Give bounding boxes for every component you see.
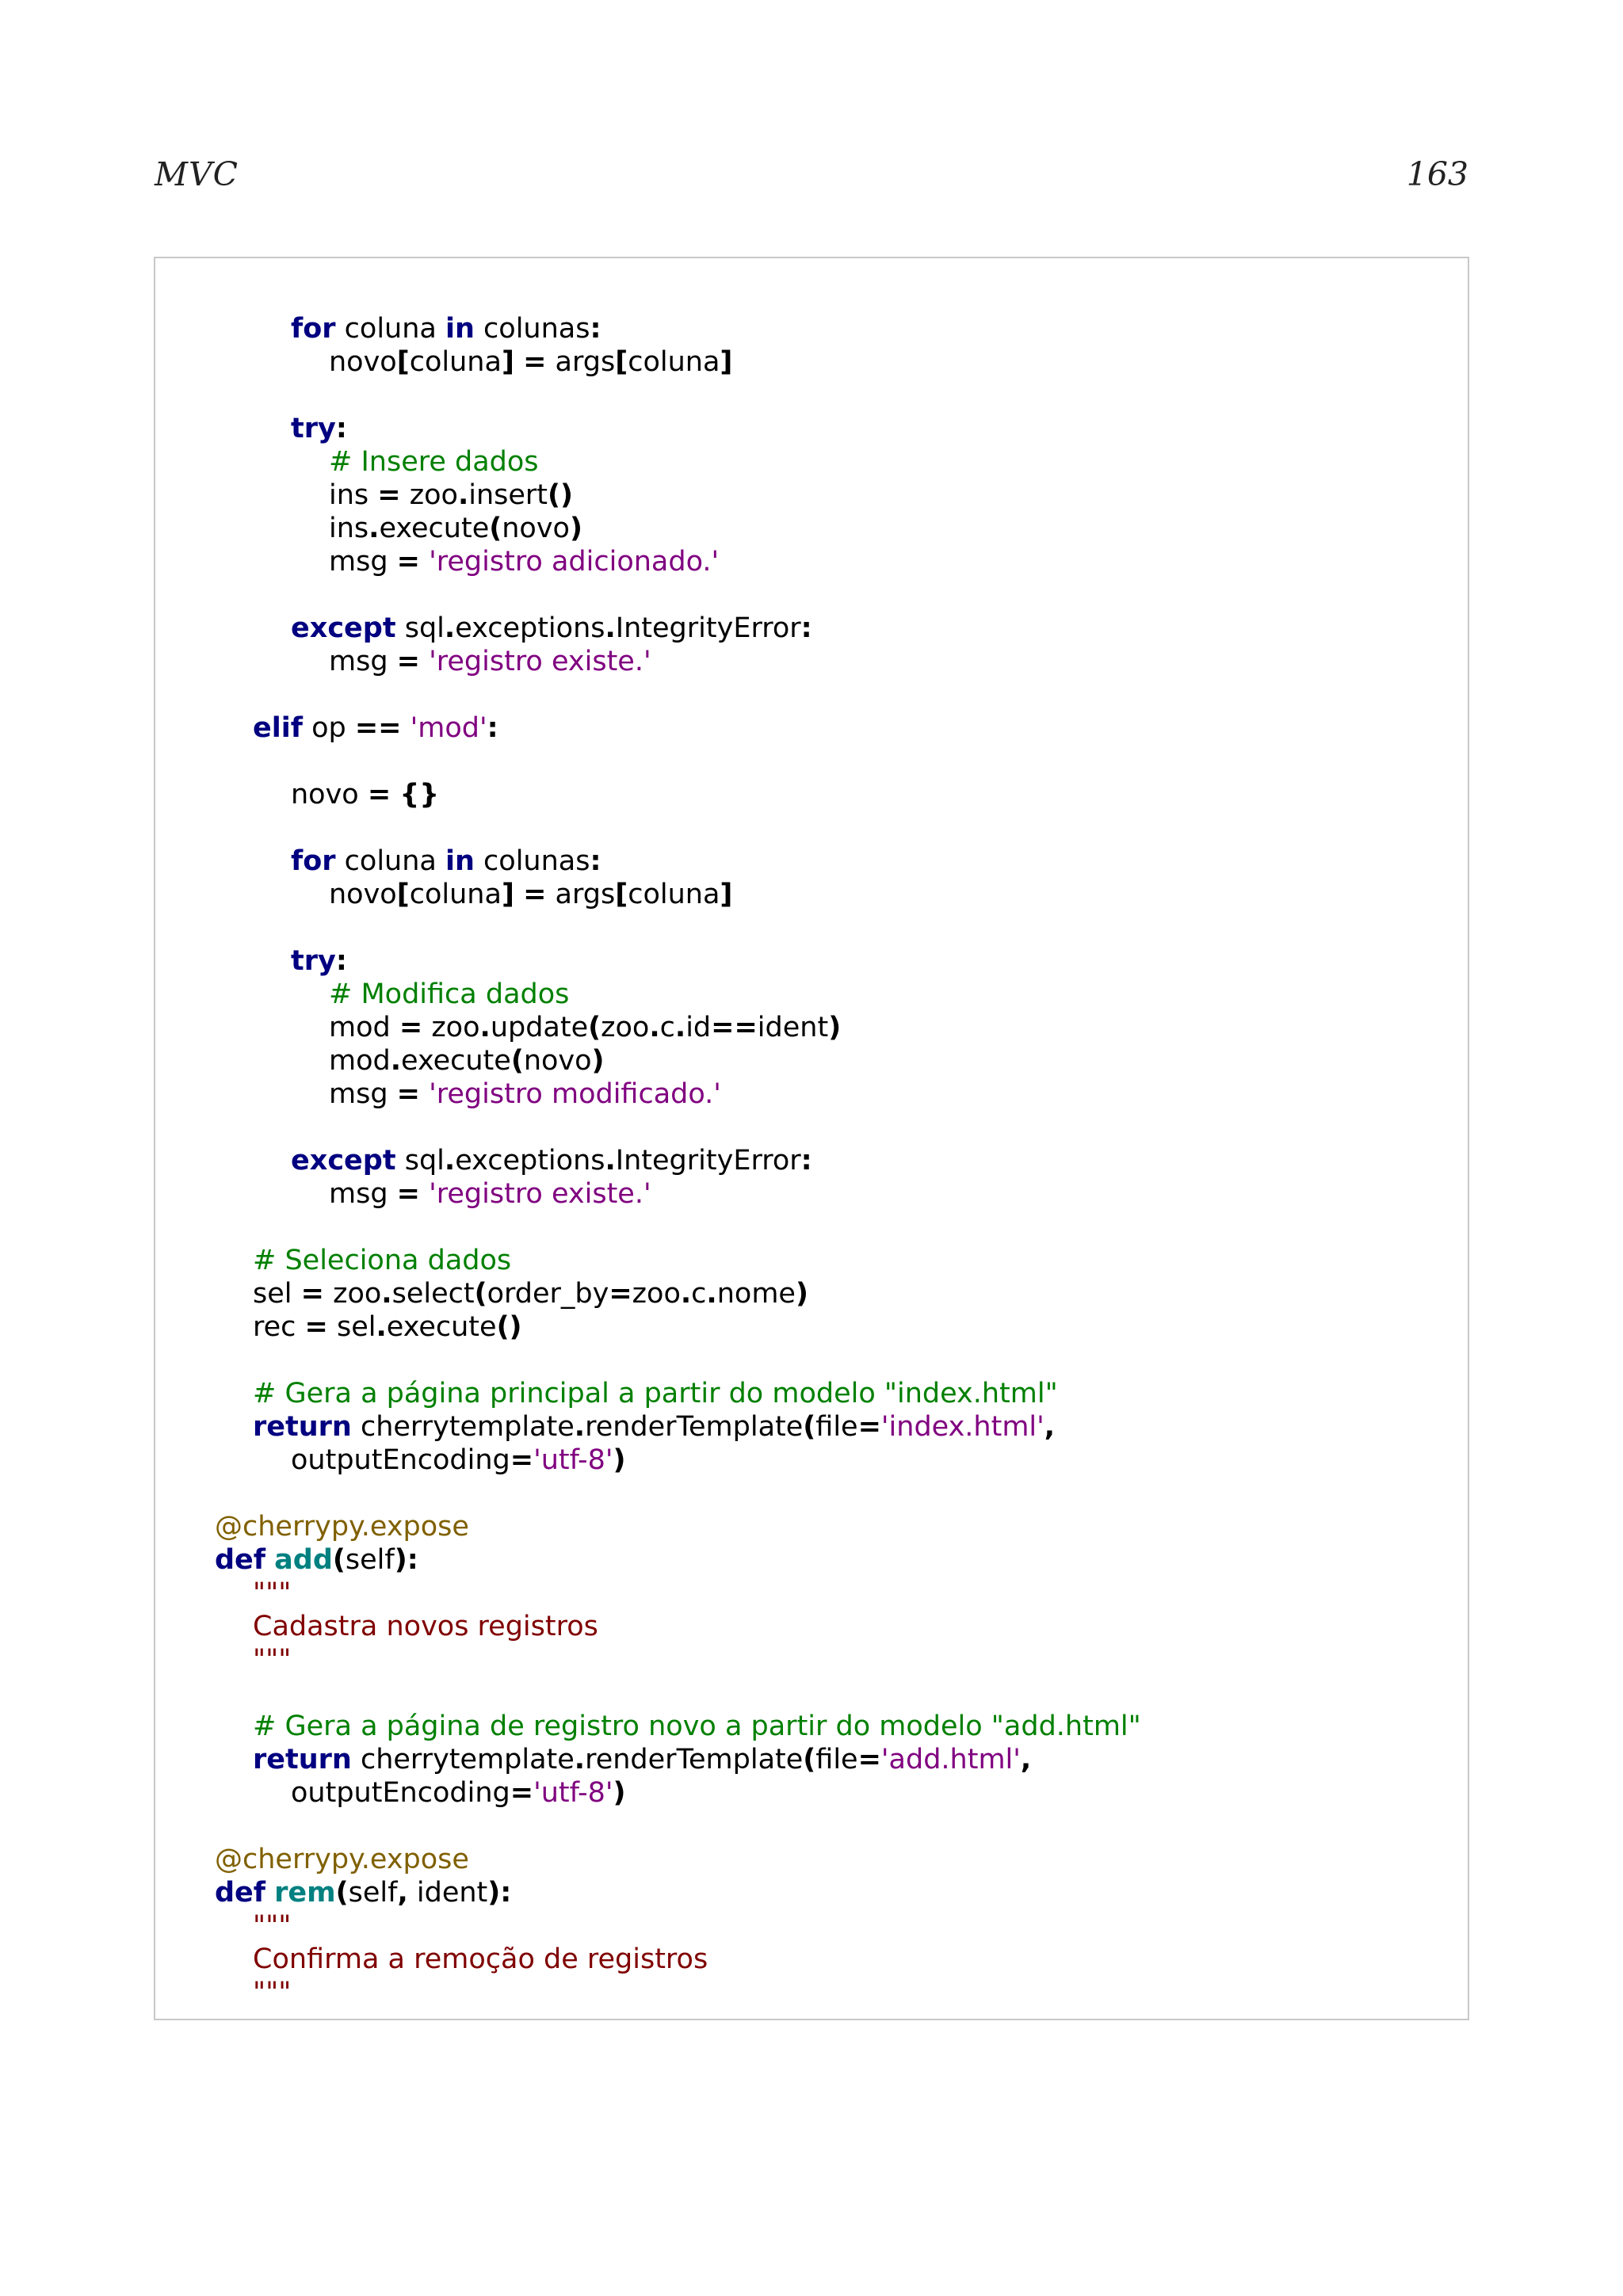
code-token: . <box>605 612 616 644</box>
code-line <box>155 1044 1468 1077</box>
code-token: zoo <box>632 1278 681 1310</box>
code-token: : <box>590 313 601 345</box>
code-token: = <box>399 1012 423 1043</box>
code-line <box>155 944 1468 978</box>
code-token: # Insere dados <box>329 446 539 478</box>
code-line <box>155 711 1468 745</box>
code-line <box>155 612 1468 645</box>
code-token: ( <box>335 1877 349 1909</box>
running-header-title: MVC <box>155 155 239 193</box>
code-token: for <box>291 313 336 345</box>
code-token: nome <box>716 1278 796 1310</box>
code-token: ident <box>757 1012 829 1043</box>
code-line <box>155 1577 1468 1610</box>
code-token: . <box>649 1012 660 1043</box>
code-token: ) <box>828 1012 842 1043</box>
code-line <box>155 1843 1468 1876</box>
code-token: = <box>300 1278 324 1310</box>
code-token: 'registro modificado.' <box>429 1078 721 1110</box>
code-listing <box>154 257 1469 2020</box>
code-token: coluna <box>335 313 445 345</box>
code-token: # Modifica dados <box>329 978 570 1010</box>
code-line <box>155 1909 1468 1943</box>
code-token: , <box>1044 1411 1056 1443</box>
code-token: coluna <box>628 879 720 910</box>
code-token: 'utf-8' <box>533 1444 613 1476</box>
code-line <box>155 1477 1468 1510</box>
code-token: zoo <box>422 1012 480 1043</box>
code-token: IntegrityError <box>615 1145 801 1177</box>
code-token: = <box>523 346 547 378</box>
code-token: except <box>291 612 396 644</box>
code-token: """ <box>253 1577 292 1609</box>
code-token: . <box>390 1045 402 1077</box>
code-token: coluna <box>409 346 502 378</box>
code-token: try <box>291 413 336 444</box>
code-token: ident <box>407 1877 488 1909</box>
code-token: ( <box>510 1045 524 1077</box>
code-token: return <box>253 1411 352 1443</box>
code-token: """ <box>253 1910 292 1942</box>
code-token: = <box>396 1078 420 1110</box>
code-token: args <box>546 879 616 910</box>
code-token: ( <box>489 513 502 544</box>
code-token <box>265 1877 274 1909</box>
code-line <box>155 1111 1468 1144</box>
code-line <box>155 1444 1468 1477</box>
code-line <box>155 1144 1468 1177</box>
code-token: 'registro existe.' <box>429 646 651 677</box>
code-token: : <box>335 945 347 977</box>
code-token: novo <box>523 1045 592 1077</box>
code-line <box>155 678 1468 711</box>
code-token: = <box>510 1444 534 1476</box>
code-token: ] <box>720 346 733 378</box>
code-token: novo <box>329 879 397 910</box>
code-line <box>155 412 1468 445</box>
code-token: mod <box>329 1045 391 1077</box>
code-line <box>155 379 1468 412</box>
code-token: c <box>659 1012 675 1043</box>
code-token: sel <box>327 1311 376 1343</box>
code-token: cherrytemplate <box>351 1411 575 1443</box>
code-token: # Gera a página principal a partir do modelo "index.html" <box>253 1378 1058 1409</box>
code-token: @cherrypy.expose <box>215 1511 469 1543</box>
code-token <box>514 879 523 910</box>
code-line <box>155 911 1468 944</box>
code-token: : <box>487 712 498 744</box>
code-token: try <box>291 945 336 977</box>
code-line <box>155 1943 1468 1976</box>
code-token: . <box>605 1145 616 1177</box>
code-token: = <box>857 1744 881 1775</box>
code-token: exceptions <box>455 1145 605 1177</box>
code-token: . <box>376 1311 387 1343</box>
code-token: 'add.html' <box>880 1744 1021 1775</box>
code-token: novo <box>502 513 570 544</box>
code-token: ) <box>613 1444 626 1476</box>
code-token: : <box>335 413 347 444</box>
code-line <box>155 1410 1468 1444</box>
code-token: . <box>444 612 456 644</box>
code-token: {} <box>399 779 440 810</box>
code-token <box>391 779 399 810</box>
code-token: zoo <box>323 1278 382 1310</box>
code-token: . <box>457 479 469 511</box>
code-line <box>155 1543 1468 1577</box>
code-token: file <box>815 1744 858 1775</box>
code-token: ): <box>487 1877 512 1909</box>
code-line <box>155 1211 1468 1244</box>
code-line <box>155 1810 1468 1843</box>
code-token: outputEncoding <box>291 1444 510 1476</box>
code-token: () <box>496 1311 522 1343</box>
code-token: = <box>510 1777 534 1809</box>
code-token: c <box>691 1278 707 1310</box>
code-token: msg <box>329 646 397 677</box>
code-token: ] <box>501 879 514 910</box>
code-token: colunas <box>474 313 590 345</box>
code-token: def <box>215 1877 266 1909</box>
code-token: . <box>680 1278 692 1310</box>
code-token <box>514 346 523 378</box>
code-token: [ <box>396 346 410 378</box>
code-token: msg <box>329 546 397 578</box>
code-token <box>420 646 429 677</box>
code-token: [ <box>615 879 628 910</box>
code-token: == <box>711 1012 758 1043</box>
code-token: 'registro adicionado.' <box>429 546 720 578</box>
code-token: [ <box>396 879 410 910</box>
code-token: # Seleciona dados <box>253 1245 512 1276</box>
code-line <box>155 1876 1468 1909</box>
code-token: renderTemplate <box>585 1411 804 1443</box>
code-token: coluna <box>409 879 502 910</box>
code-token: = <box>609 1278 632 1310</box>
code-token: for <box>291 845 336 877</box>
code-token: outputEncoding <box>291 1777 510 1809</box>
code-line <box>155 1643 1468 1676</box>
code-token: coluna <box>335 845 445 877</box>
code-token <box>420 1178 429 1210</box>
code-line <box>155 1244 1468 1277</box>
code-token: : <box>800 1145 812 1177</box>
code-token: cherrytemplate <box>351 1744 575 1775</box>
code-token: 'utf-8' <box>533 1777 613 1809</box>
code-line <box>155 312 1468 345</box>
code-token: = <box>304 1311 328 1343</box>
code-line <box>155 1710 1468 1743</box>
code-token: : <box>800 612 812 644</box>
code-line <box>155 578 1468 612</box>
code-token: . <box>706 1278 717 1310</box>
code-line <box>155 345 1468 379</box>
code-token: zoo <box>400 479 458 511</box>
code-line <box>155 845 1468 878</box>
code-token <box>420 546 429 578</box>
code-token: Confirma a remoção de registros <box>253 1943 708 1975</box>
code-token: . <box>381 1278 392 1310</box>
code-token: , <box>397 1877 408 1909</box>
code-token: . <box>574 1411 586 1443</box>
code-token: ( <box>332 1544 346 1576</box>
code-token: args <box>546 346 616 378</box>
page-number: 163 <box>1406 155 1468 193</box>
code-token: sql <box>395 1145 445 1177</box>
code-line <box>155 1676 1468 1710</box>
code-token: coluna <box>628 346 720 378</box>
code-token: 'mod' <box>410 712 487 744</box>
code-line <box>155 1177 1468 1211</box>
code-token: @cherrypy.expose <box>215 1844 469 1875</box>
code-token: = <box>396 546 420 578</box>
code-line <box>155 1344 1468 1377</box>
code-line <box>155 445 1468 479</box>
code-token: elif <box>253 712 303 744</box>
code-line <box>155 1510 1468 1543</box>
code-line <box>155 745 1468 778</box>
code-token: msg <box>329 1078 397 1110</box>
code-line <box>155 1610 1468 1643</box>
code-token: ( <box>588 1012 601 1043</box>
code-token: """ <box>253 1644 292 1676</box>
code-token: Cadastra novos registros <box>253 1611 598 1642</box>
code-line <box>155 811 1468 845</box>
code-token: ( <box>474 1278 487 1310</box>
code-token: = <box>396 1178 420 1210</box>
code-line <box>155 1976 1468 2009</box>
code-token: except <box>291 1145 396 1177</box>
code-token: () <box>548 479 574 511</box>
code-token: . <box>369 513 380 544</box>
code-token: == <box>354 712 402 744</box>
code-token: in <box>445 845 475 877</box>
code-line <box>155 978 1468 1011</box>
code-token: ins <box>329 479 378 511</box>
code-token: 'registro existe.' <box>429 1178 651 1210</box>
code-token: op <box>302 712 355 744</box>
code-token: sel <box>253 1278 301 1310</box>
code-token: colunas <box>474 845 590 877</box>
code-token: insert <box>468 479 548 511</box>
code-token: file <box>815 1411 858 1443</box>
code-token: 'index.html' <box>880 1411 1044 1443</box>
code-token: return <box>253 1744 352 1775</box>
code-token: execute <box>386 1311 497 1343</box>
code-token: novo <box>329 346 397 378</box>
code-token: . <box>574 1744 586 1775</box>
code-token: : <box>590 845 601 877</box>
code-token: ) <box>569 513 582 544</box>
code-token: novo <box>291 779 368 810</box>
code-token: in <box>445 313 475 345</box>
code-line <box>155 545 1468 578</box>
code-line <box>155 1310 1468 1344</box>
code-token: # Gera a página de registro novo a partir do modelo "add.html" <box>253 1711 1141 1742</box>
code-token: order_by <box>487 1278 609 1310</box>
code-token: = <box>377 479 401 511</box>
code-line <box>155 1377 1468 1410</box>
code-token: . <box>444 1145 456 1177</box>
code-token: ] <box>501 346 514 378</box>
code-token: """ <box>253 1977 292 2008</box>
code-token: execute <box>379 513 490 544</box>
code-token: ): <box>394 1544 418 1576</box>
code-line <box>155 479 1468 512</box>
code-token: . <box>479 1012 491 1043</box>
code-token: ) <box>591 1045 605 1077</box>
code-token <box>402 712 411 744</box>
code-token: [ <box>615 346 628 378</box>
code-block <box>155 312 1468 2009</box>
code-token: sql <box>395 612 445 644</box>
code-token: = <box>523 879 547 910</box>
code-token: rem <box>274 1877 336 1909</box>
code-token: renderTemplate <box>585 1744 804 1775</box>
code-token: exceptions <box>455 612 605 644</box>
code-token: ( <box>803 1411 816 1443</box>
code-token: ) <box>795 1278 808 1310</box>
code-token: = <box>857 1411 881 1443</box>
code-line <box>155 1011 1468 1044</box>
code-line <box>155 1077 1468 1111</box>
code-token: = <box>396 646 420 677</box>
code-line <box>155 512 1468 545</box>
code-line <box>155 1776 1468 1810</box>
code-token: add <box>274 1544 333 1576</box>
code-token: select <box>391 1278 475 1310</box>
code-line <box>155 645 1468 678</box>
code-token <box>265 1544 274 1576</box>
code-token: def <box>215 1544 266 1576</box>
code-token: rec <box>253 1311 305 1343</box>
code-line <box>155 1277 1468 1310</box>
code-token: self <box>348 1877 398 1909</box>
code-token: execute <box>401 1045 511 1077</box>
code-line <box>155 1743 1468 1776</box>
code-token: id <box>685 1012 712 1043</box>
code-token: zoo <box>601 1012 650 1043</box>
code-token: . <box>674 1012 686 1043</box>
code-token: self <box>345 1544 395 1576</box>
code-token: msg <box>329 1178 397 1210</box>
code-token <box>420 1078 429 1110</box>
code-token: mod <box>329 1012 399 1043</box>
code-token: ] <box>720 879 733 910</box>
code-token: update <box>490 1012 589 1043</box>
code-token: = <box>367 779 391 810</box>
code-line <box>155 878 1468 911</box>
code-line <box>155 778 1468 811</box>
code-token: ( <box>803 1744 816 1775</box>
code-token: ) <box>613 1777 626 1809</box>
code-token: ins <box>329 513 369 544</box>
code-token: IntegrityError <box>615 612 801 644</box>
code-token: , <box>1020 1744 1032 1775</box>
